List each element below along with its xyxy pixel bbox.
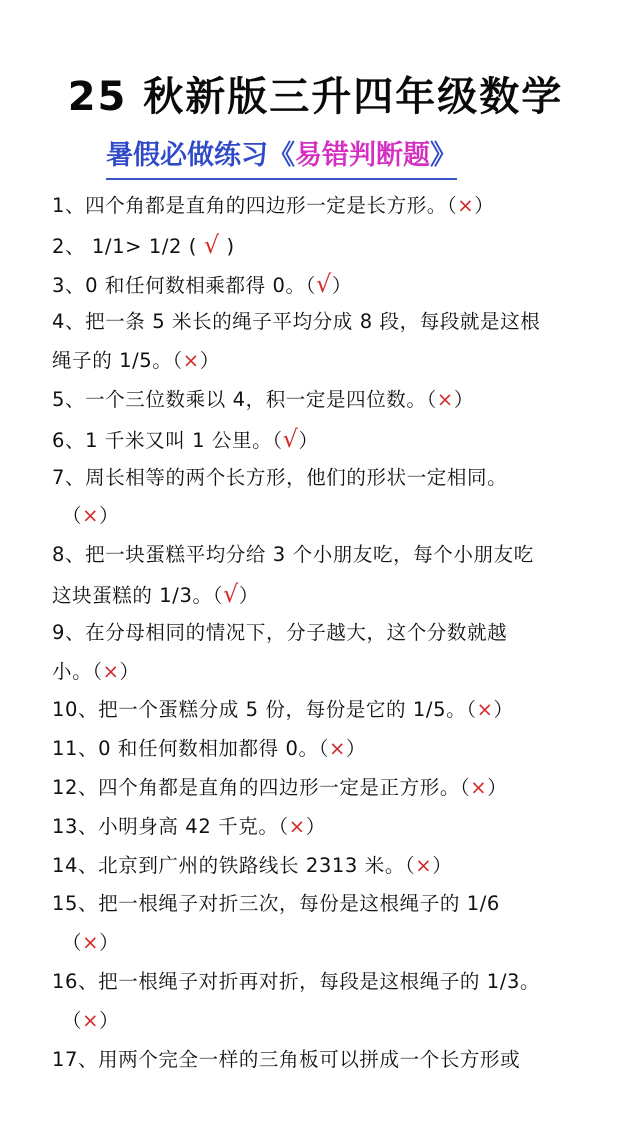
question-text: ） (119, 659, 140, 683)
answer-mark: × (415, 853, 433, 877)
answer-mark: × (102, 659, 120, 683)
question-text: 6、1 千米又叫 1 公里。（ (52, 428, 283, 452)
answer-mark: × (436, 387, 454, 411)
question-17 (52, 1041, 612, 1080)
question-text: 5、一个三位数乘以 4，积一定是四位数。（ (52, 387, 437, 411)
question-list (52, 187, 612, 1079)
question-2 (52, 226, 612, 265)
question-16-cont (52, 1002, 612, 1041)
question-text: 13、小明身高 42 千克。（ (52, 814, 289, 838)
question-14 (52, 847, 612, 886)
question-text: （ (62, 931, 83, 955)
question-text: 1、四个角都是直角的四边形一定是长方形。（ (52, 194, 458, 217)
question-9-cont (52, 653, 612, 692)
question-12 (52, 769, 612, 808)
question-text: ） (199, 349, 220, 373)
question-text: ） (305, 814, 326, 838)
question-text: 17、用两个完全一样的三角板可以拼成一个长方形或 (52, 1047, 521, 1071)
question-8 (52, 536, 612, 575)
question-text: ） (99, 1008, 120, 1032)
subtitle-prefix: 暑假必做练习《 (106, 140, 295, 171)
answer-mark: × (476, 698, 494, 722)
question-text: 8、把一块蛋糕平均分给 3 个小朋友吃，每个小朋友吃 (52, 543, 534, 567)
question-text: 15、把一根绳子对折三次，每份是这根绳子的 1/6 (52, 892, 500, 916)
question-text: ） (331, 273, 352, 297)
answer-mark: √ (282, 424, 299, 453)
question-10 (52, 691, 612, 730)
question-text: ） (99, 504, 120, 528)
question-text: 3、0 和任何数相乘都得 0。（ (52, 273, 316, 297)
question-9 (52, 614, 612, 653)
question-text: 10、把一个蛋糕分成 5 份，每份是它的 1/5。（ (52, 698, 477, 722)
question-text: ） (298, 428, 319, 452)
question-text: 这块蛋糕的 1/3。（ (52, 583, 223, 607)
question-text: ） (493, 698, 514, 722)
answer-mark: × (82, 1008, 100, 1032)
subtitle-highlight: 易错判断题 (295, 140, 430, 171)
question-text: （ (62, 1008, 83, 1032)
question-text: ) (219, 234, 235, 258)
question-7 (52, 459, 612, 498)
question-15-cont (52, 924, 612, 963)
question-11 (52, 730, 612, 769)
question-text: ） (345, 737, 367, 761)
question-text: 2、 1/1> 1/2 ( (52, 234, 204, 258)
answer-mark: × (288, 814, 306, 838)
answer-mark: × (82, 504, 100, 528)
question-text: 7、周长相等的两个长方形，他们的形状一定相同。 (52, 465, 508, 489)
question-text: 16、把一根绳子对折再对折，每段是这根绳子的 1/3。 (52, 969, 541, 993)
subtitle-suffix: 》 (430, 140, 457, 171)
question-6 (52, 420, 612, 459)
answer-mark: √ (203, 230, 220, 259)
question-text: ） (453, 387, 474, 411)
question-text: ） (487, 775, 508, 799)
question-1 (52, 187, 612, 226)
question-text: 绳子的 1/5。（ (52, 349, 183, 373)
question-16 (52, 963, 612, 1002)
question-text: 9、在分母相同的情况下，分子越大，这个分数就越 (52, 620, 508, 644)
answer-mark: × (82, 931, 100, 955)
answer-mark: × (182, 349, 200, 373)
answer-mark: √ (222, 579, 239, 608)
question-7-cont (52, 497, 612, 536)
page-title: 25 秋新版三升四年级数学 (67, 74, 564, 120)
question-3 (52, 265, 612, 304)
question-text: 小。（ (52, 659, 103, 683)
question-text: 4、把一条 5 米长的绳子平均分成 8 段，每段就是这根 (52, 310, 541, 334)
question-8-cont (52, 575, 612, 614)
answer-mark: × (328, 737, 346, 761)
question-text: 12、四个角都是直角的四边形一定是正方形。（ (52, 775, 471, 799)
question-5 (52, 381, 612, 420)
question-15 (52, 885, 612, 924)
question-text: 11、0 和任何数相加都得 0。（ (52, 737, 329, 761)
question-4 (52, 303, 612, 342)
page-subtitle (106, 136, 457, 180)
question-text: 14、北京到广州的铁路线长 2313 米。（ (52, 853, 416, 877)
question-4-cont (52, 342, 612, 381)
answer-mark: × (470, 775, 488, 799)
question-text: ） (238, 583, 259, 607)
question-text: ） (474, 194, 495, 217)
question-13 (52, 808, 612, 847)
question-text: （ (62, 504, 83, 528)
question-text: ） (99, 931, 120, 955)
answer-mark: √ (315, 269, 332, 298)
question-text: ） (432, 853, 453, 877)
answer-mark: × (457, 194, 475, 217)
